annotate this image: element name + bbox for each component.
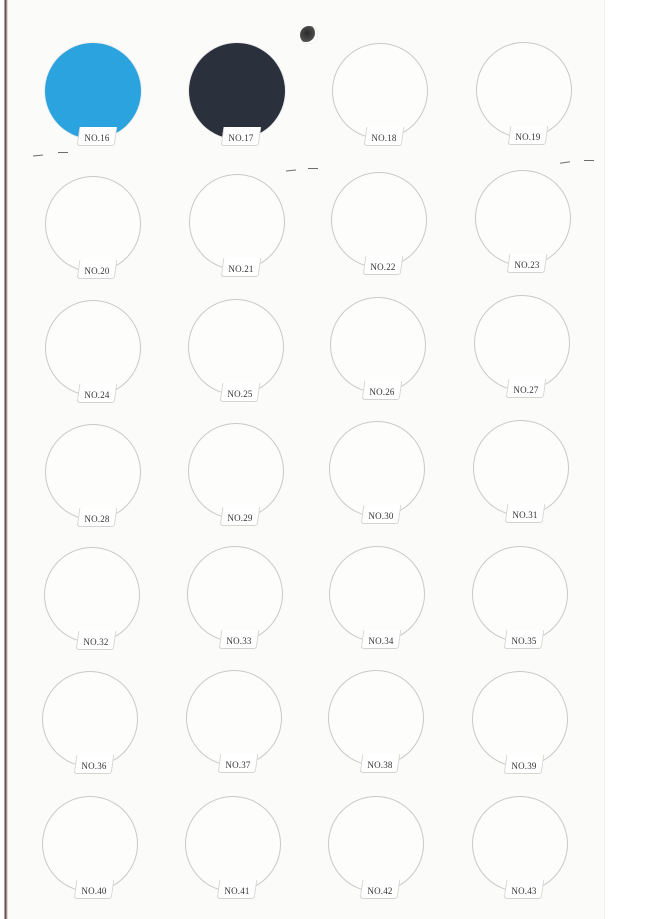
swatch-circle <box>472 546 568 642</box>
swatch-slot <box>187 546 287 668</box>
swatch-slot <box>331 172 431 294</box>
swatch-circle <box>474 295 570 391</box>
swatch-label: NO.18 <box>371 133 397 143</box>
swatch-slot <box>188 423 288 545</box>
swatch-label: NO.25 <box>227 389 253 399</box>
swatch-slot <box>45 300 145 422</box>
swatch-label: NO.41 <box>224 886 250 896</box>
swatch-label: NO.29 <box>227 513 253 523</box>
swatch-label: NO.24 <box>84 390 110 400</box>
swatch-slot <box>45 176 145 298</box>
swatch-circle <box>328 670 424 766</box>
swatch-circle <box>188 423 284 519</box>
swatch-circle <box>472 671 568 767</box>
swatch-label: NO.42 <box>367 886 393 896</box>
swatch-slot <box>472 671 572 793</box>
swatch-slot <box>188 299 288 421</box>
swatch-label: NO.21 <box>228 264 254 274</box>
swatch-label: NO.33 <box>226 636 252 646</box>
swatch-label: NO.39 <box>511 761 537 771</box>
swatch-slot <box>189 174 289 296</box>
swatch-slot <box>329 421 429 543</box>
swatch-circle <box>476 42 572 138</box>
swatch-circle <box>187 546 283 642</box>
swatch-label: NO.23 <box>514 260 540 270</box>
swatch-slot <box>473 420 573 542</box>
swatch-label: NO.35 <box>511 636 537 646</box>
swatch-slot <box>45 43 145 165</box>
swatch-label: NO.20 <box>84 266 110 276</box>
swatch-label: NO.32 <box>83 637 109 647</box>
swatch-slot <box>474 295 574 417</box>
swatch-label: NO.34 <box>368 636 394 646</box>
swatch-label: NO.19 <box>515 132 541 142</box>
swatch-circle <box>186 670 282 766</box>
swatch-circle <box>188 299 284 395</box>
swatch-label: NO.30 <box>368 511 394 521</box>
swatch-circle <box>331 172 427 268</box>
swatch-circle <box>329 546 425 642</box>
swatch-label: NO.36 <box>81 761 107 771</box>
swatch-circle <box>42 796 138 892</box>
swatch-slot <box>329 546 429 668</box>
swatch-circle <box>473 420 569 516</box>
swatch-label: NO.28 <box>84 514 110 524</box>
swatch-circle <box>332 43 428 139</box>
swatch-label: NO.31 <box>512 510 538 520</box>
swatch-slot <box>44 547 144 669</box>
swatch-slot <box>42 796 142 918</box>
swatch-circle <box>329 421 425 517</box>
swatch-slot <box>189 43 289 165</box>
swatch-label: NO.43 <box>511 886 537 896</box>
swatch-circle <box>45 424 141 520</box>
swatch-slot <box>42 671 142 793</box>
swatch-slot <box>330 297 430 419</box>
swatch-slot <box>328 670 428 792</box>
swatch-circle <box>42 671 138 767</box>
swatch-slot <box>476 42 576 164</box>
swatch-label: NO.26 <box>369 387 395 397</box>
swatch-slot <box>332 43 432 165</box>
swatch-slot <box>328 796 428 918</box>
swatch-circle <box>189 174 285 270</box>
swatch-label: NO.40 <box>81 886 107 896</box>
swatch-slot <box>45 424 145 546</box>
swatch-slot <box>186 670 286 792</box>
swatch-circle <box>475 170 571 266</box>
swatch-label: NO.17 <box>228 133 254 143</box>
swatch-circle <box>45 176 141 272</box>
swatch-slot <box>472 796 572 918</box>
swatch-circle <box>45 300 141 396</box>
swatch-circle <box>185 796 281 892</box>
swatch-label: NO.38 <box>367 760 393 770</box>
swatch-label: NO.37 <box>225 760 251 770</box>
swatch-label: NO.22 <box>370 262 396 272</box>
swatch-slot <box>472 546 572 668</box>
swatch-label: NO.16 <box>84 133 110 143</box>
swatch-circle <box>45 43 141 139</box>
swatch-circle <box>189 43 285 139</box>
swatch-label: NO.27 <box>513 385 539 395</box>
swatch-circle <box>44 547 140 643</box>
swatch-circle <box>328 796 424 892</box>
swatch-slot <box>475 170 575 292</box>
swatch-circle <box>472 796 568 892</box>
swatch-slot <box>185 796 285 918</box>
swatch-circle <box>330 297 426 393</box>
